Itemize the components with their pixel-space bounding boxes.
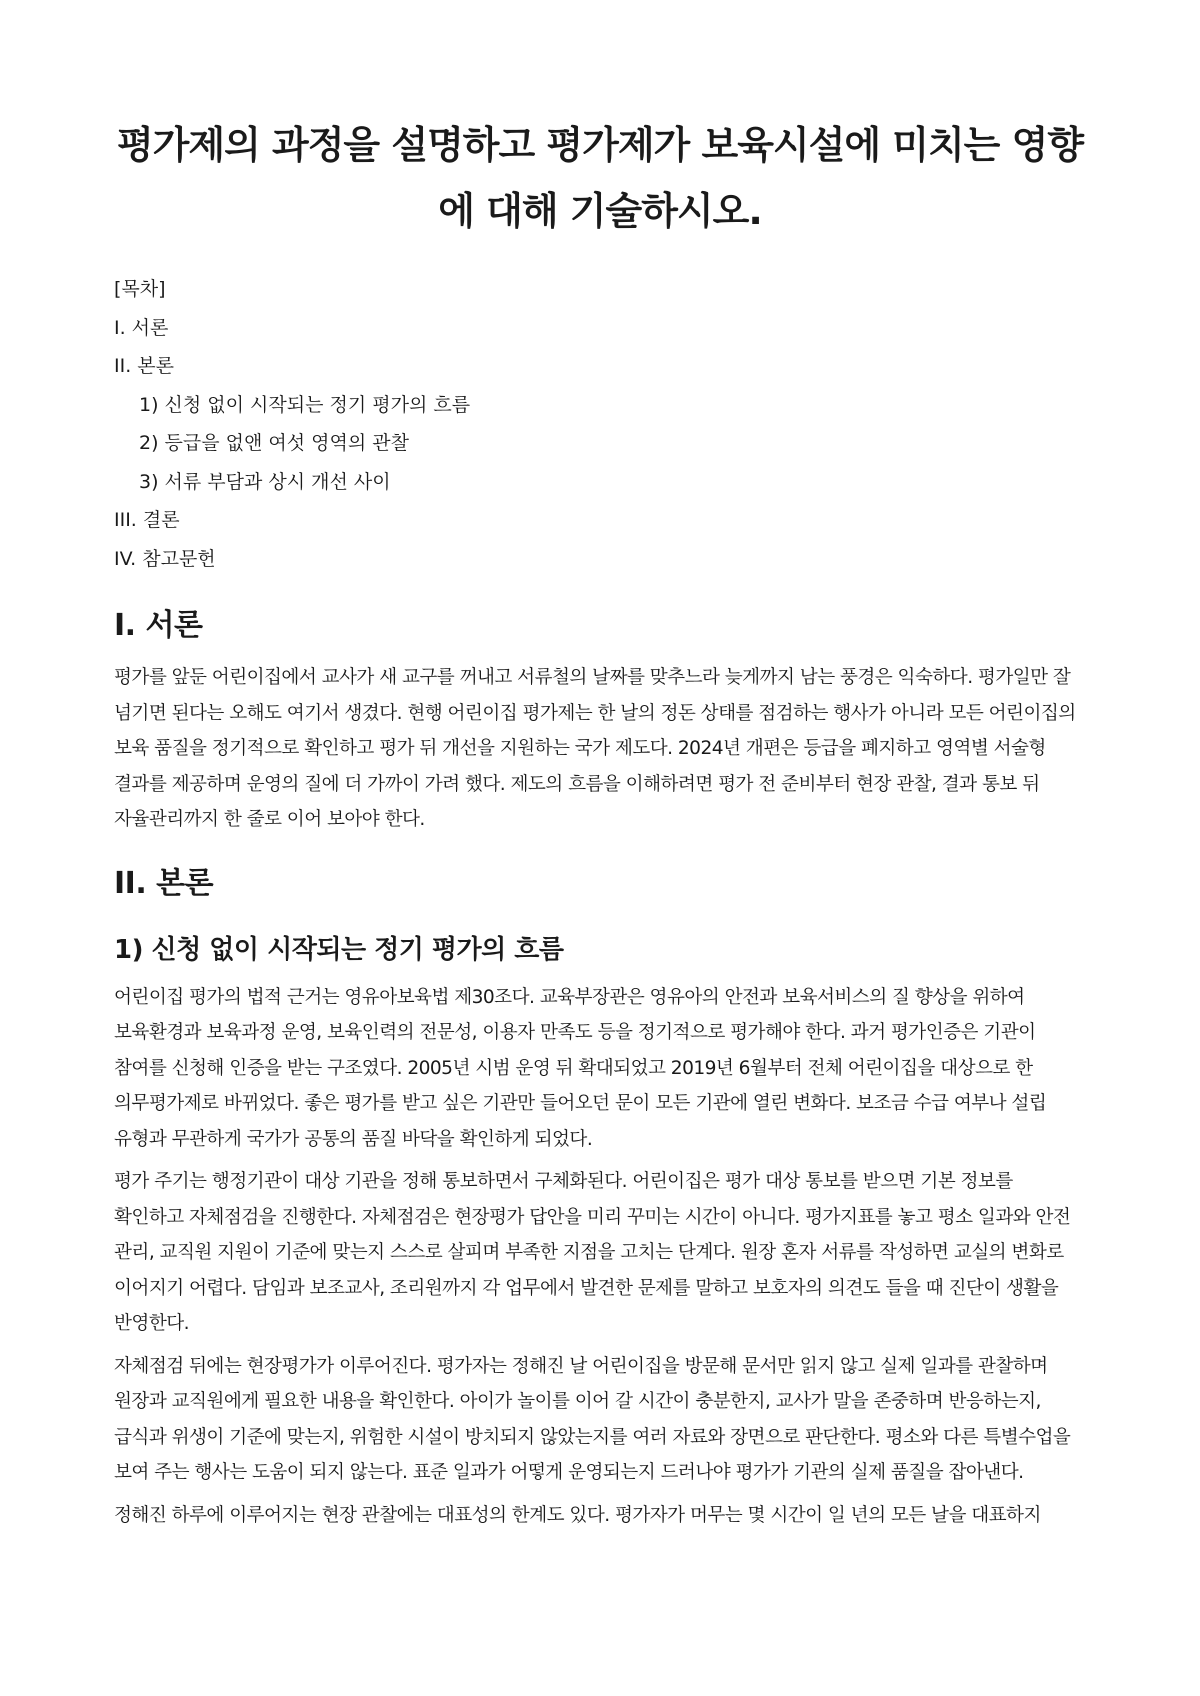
intro-section [114,606,1086,838]
toc-subitem: 2) 등급을 없앤 여섯 영역의 관찰 [139,432,409,454]
toc-item: III. 결론 [114,509,180,531]
document-title: 평가제의 과정을 설명하고 평가제가 보육시설에 미치는 영향에 대해 기술하시오. [116,123,1084,233]
body-heading: II. 본론 [114,865,214,901]
intro-paragraph: 평가를 앞둔 어린이집에서 교사가 새 교구를 꺼내고 서류철의 날짜를 맞추느라 늦게까지 남는 풍경은 익숙하다. 평가일만 잘 넘기면 된다는 오해도 여기서 생겼다. 현행 어린이집 평가제는 한 날의 정돈 상태를 점검하는 행사가 아니라 모든 어린이집의 보육 품질을 정기적으로 확인하고 평가 뒤 개선을 지원하는 국가 제도다. 2024년 개편은 등급을 폐지하고 영역별 서술형 결과를 제공하며 운영의 질에 더 가까이 가려 했다. 제도의 흐름을 이해하려면 평가 전 준비부터 현장 관찰, 결과 통보 뒤 자율관리까지 한 줄로 이어 보아야 한다. [114,667,1076,830]
body-section [114,864,1086,1534]
body-paragraph: 자체점검 뒤에는 현장평가가 이루어진다. 평가자는 정해진 날 어린이집을 방문해 문서만 읽지 않고 실제 일과를 관찰하며 원장과 교직원에게 필요한 내용을 확인한다. 아이가 놀이를 이어 갈 시간이 충분한지, 교사가 말을 존중하며 반응하는지, 급식과 위생이 기준에 맞는지, 위험한 시설이 방치되지 않았는지를 여러 자료와 장면으로 판단한다. 평소와 다른 특별수업을 보여 주는 행사는 도움이 되지 않는다. 표준 일과가 어떻게 운영되는지 드러나야 평가가 기관의 실제 품질을 잡아낸다. [114,1355,1071,1483]
body-paragraph: 어린이집 평가의 법적 근거는 영유아보육법 제30조다. 교육부장관은 영유아의 안전과 보육서비스의 질 향상을 위하여 보육환경과 보육과정 운영, 보육인력의 전문성, 이용자 만족도 등을 정기적으로 평가해야 한다. 과거 평가인증은 기관이 참여를 신청해 인증을 받는 구조였다. 2005년 시범 운영 뒤 확대되었고 2019년 6월부터 전체 어린이집을 대상으로 한 의무평가제로 바뀌었다. 좋은 평가를 받고 싶은 기관만 들어오던 문이 모든 기관에 열린 변화다. 보조금 수급 여부나 설립 유형과 무관하게 국가가 공통의 품질 바닥을 확인하게 되었다. [114,986,1047,1150]
body-paragraph: 평가 주기는 행정기관이 대상 기관을 정해 통보하면서 구체화된다. 어린이집은 평가 대상 통보를 받으면 기본 정보를 확인하고 자체점검을 진행한다. 자체점검은 현장평가 답안을 미리 꾸미는 시간이 아니다. 평가지표를 놓고 평소 일과와 안전 관리, 교직원 지원이 기준에 맞는지 스스로 살피며 부족한 지점을 고치는 단계다. 원장 혼자 서류를 작성하면 교실의 변화로 이어지기 어렵다. 담임과 보조교사, 조리원까지 각 업무에서 발견한 문제를 말하고 보호자의 의견도 들을 때 진단이 생활을 반영한다. [114,1171,1071,1334]
toc-heading: [목차] [114,278,166,300]
intro-heading: I. 서론 [114,608,203,643]
table-of-contents [114,270,1086,578]
toc-item: II. 본론 [114,355,174,377]
toc-subitem: 3) 서류 부담과 상시 개선 사이 [139,470,391,493]
toc-item: IV. 참고문헌 [114,547,216,570]
toc-item: I. 서론 [114,316,169,339]
body-paragraph: 정해진 하루에 이루어지는 현장 관찰에는 대표성의 한계도 있다. 평가자가 머무는 몇 시간이 일 년의 모든 날을 대표하지 [114,1504,1041,1526]
toc-subitem: 1) 신청 없이 시작되는 정기 평가의 흐름 [139,393,471,416]
subsection-heading: 1) 신청 없이 시작되는 정기 평가의 흐름 [114,934,564,965]
